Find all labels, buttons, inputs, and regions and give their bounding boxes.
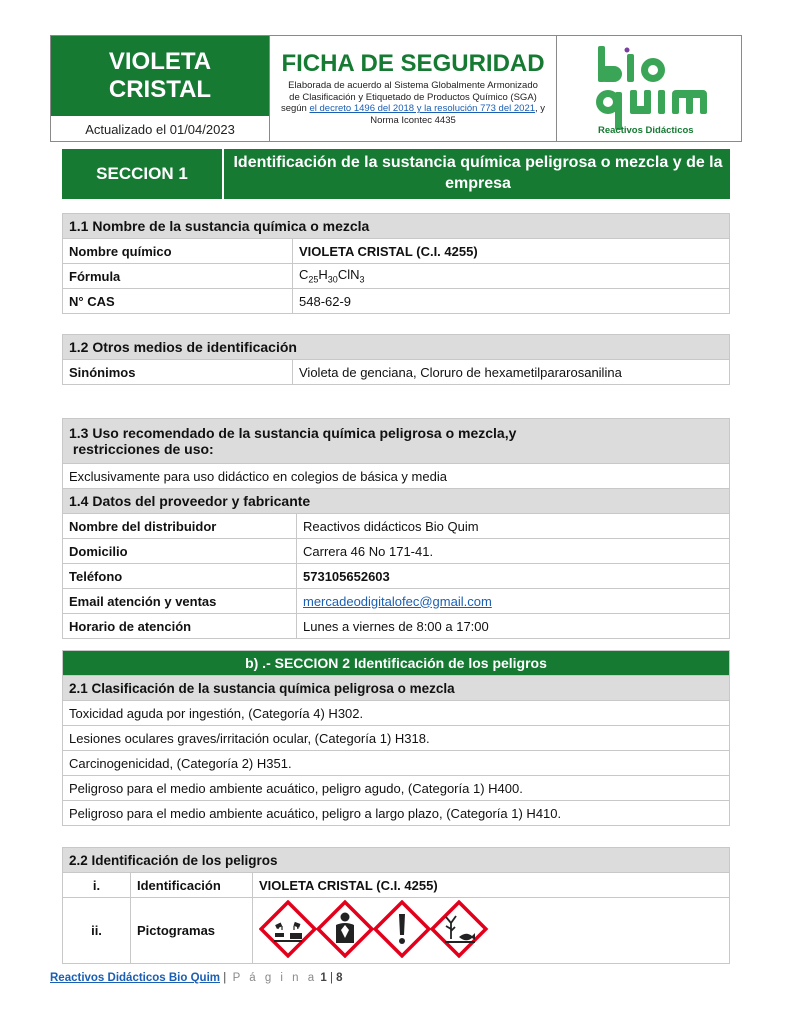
header-divider xyxy=(556,36,557,142)
other-identification-table xyxy=(62,334,730,385)
health-hazard-pictogram xyxy=(318,902,372,956)
row-label: Nombre químico xyxy=(63,239,293,264)
row-value: Violeta de genciana, Cloruro de hexametilpararosanilina xyxy=(293,360,730,385)
row-value: Carrera 46 No 171-41. xyxy=(297,539,730,564)
list-item: Peligroso para el medio ambiente acuático, peligro a largo plazo, (Categoría 1) H410. xyxy=(63,801,730,826)
table-row xyxy=(63,898,730,964)
table-row xyxy=(63,614,730,639)
formula-part: 25 xyxy=(308,274,319,285)
section-heading: 1.2 Otros medios de identificación xyxy=(63,335,730,360)
formula-part: C xyxy=(299,267,309,283)
description-line: Elaborada de acuerdo al Sistema Globalmente Armonizado xyxy=(288,80,538,91)
hazard-classification-table xyxy=(62,650,730,826)
section2-banner: b) .- SECCION 2 Identificación de los peligros xyxy=(63,651,730,676)
table-row xyxy=(63,873,730,898)
bioquim-logo xyxy=(580,42,730,138)
logo-tagline: Reactivos Didácticos xyxy=(598,125,694,136)
row-label: Fórmula xyxy=(63,264,293,289)
row-label: Sinónimos xyxy=(63,360,293,385)
page-total: 8 xyxy=(336,972,343,984)
row-label: Nombre del distribuidor xyxy=(63,514,297,539)
list-item: Toxicidad aguda por ingestión, (Categoría 4) H302. xyxy=(63,701,730,726)
table-row xyxy=(63,360,730,385)
document-title: FICHA DE SEGURIDAD xyxy=(281,50,545,77)
table-row xyxy=(63,239,730,264)
row-label: Teléfono xyxy=(63,564,297,589)
description-text: , y Norma Icontec 4435 xyxy=(370,103,546,126)
row-value xyxy=(297,589,730,614)
footer-separator: | xyxy=(220,972,230,984)
list-item: Carcinogenicidad, (Categoría 2) H351. xyxy=(63,751,730,776)
list-item: Lesiones oculares graves/irritación ocular, (Categoría 1) H318. xyxy=(63,726,730,751)
page-word: P á g i n a xyxy=(232,972,318,984)
hazard-identification-table xyxy=(62,847,730,964)
environment-pictogram xyxy=(432,902,486,956)
row-value: VIOLETA CRISTAL (C.I. 4255) xyxy=(253,873,730,898)
list-item: Peligroso para el medio ambiente acuático, peligro agudo, (Categoría 1) H400. xyxy=(63,776,730,801)
section1-divider xyxy=(222,149,224,199)
description-line: de Clasificación y Etiquetado de Productos Químico (SGA) xyxy=(289,91,537,103)
row-value: 573105652603 xyxy=(297,564,730,589)
document-description xyxy=(272,80,554,126)
formula-part: ClN xyxy=(337,267,360,283)
row-label: Identificación xyxy=(131,873,253,898)
table-row xyxy=(63,264,730,289)
row-number: ii. xyxy=(63,898,131,964)
recommended-use: Exclusivamente para uso didáctico en colegios de básica y media xyxy=(63,464,730,489)
table-row xyxy=(63,539,730,564)
table-row xyxy=(63,564,730,589)
pictogram-cell xyxy=(253,898,730,964)
row-value: Lunes a viernes de 8:00 a 17:00 xyxy=(297,614,730,639)
formula-value xyxy=(293,264,730,289)
footer-link[interactable]: Reactivos Didácticos Bio Quim xyxy=(50,972,220,984)
decree-link[interactable]: el decreto 1496 del 2018 y la resolución 773 del 2021 xyxy=(309,103,536,114)
section-heading: 1.4 Datos del proveedor y fabricante xyxy=(63,489,730,514)
description-line xyxy=(272,103,554,126)
row-value: VIOLETA CRISTAL (C.I. 4255) xyxy=(293,239,730,264)
product-name-block xyxy=(51,36,269,116)
section1-label: SECCION 1 xyxy=(96,164,188,183)
product-name-line2: CRISTAL xyxy=(108,76,212,103)
corrosion-pictogram xyxy=(261,902,315,956)
formula-part: 3 xyxy=(359,274,365,285)
heading-line: restricciones de uso: xyxy=(69,441,214,457)
table-row xyxy=(63,514,730,539)
formula-part: H xyxy=(318,267,328,283)
row-label: Domicilio xyxy=(63,539,297,564)
section1-title: Identificación de la sustancia química peligrosa o mezcla y de la empresa xyxy=(233,154,723,192)
row-label: Horario de atención xyxy=(63,614,297,639)
pictogram-row xyxy=(259,900,489,958)
row-value: 548-62-9 xyxy=(293,289,730,314)
table-row xyxy=(63,589,730,614)
exclamation-pictogram xyxy=(375,902,429,956)
substance-name-table xyxy=(62,213,730,314)
formula-part: 30 xyxy=(327,274,338,285)
page-footer xyxy=(50,972,343,984)
row-label: Pictogramas xyxy=(131,898,253,964)
section-heading: 2.2 Identificación de los peligros xyxy=(63,848,730,873)
section-heading: 2.1 Clasificación de la sustancia química peligrosa o mezcla xyxy=(63,676,730,701)
heading-line: 1.3 Uso recomendado de la sustancia química peligrosa o mezcla,y xyxy=(69,425,517,441)
row-label: Email atención y ventas xyxy=(63,589,297,614)
row-value: Reactivos didácticos Bio Quim xyxy=(297,514,730,539)
section-heading: 1.1 Nombre de la sustancia química o mezcla xyxy=(63,214,730,239)
row-number: i. xyxy=(63,873,131,898)
product-name-line1: VIOLETA xyxy=(108,48,212,75)
email-link[interactable]: mercadeodigitalofec@gmail.com xyxy=(303,593,492,609)
use-and-supplier-table xyxy=(62,418,730,639)
row-label: N° CAS xyxy=(63,289,293,314)
page-divider: | xyxy=(326,972,337,984)
table-row xyxy=(63,289,730,314)
section-heading xyxy=(63,419,730,464)
updated-date: Actualizado el 01/04/2023 xyxy=(85,122,235,137)
page-number: 1 xyxy=(320,972,327,984)
description-text: según xyxy=(280,103,310,114)
